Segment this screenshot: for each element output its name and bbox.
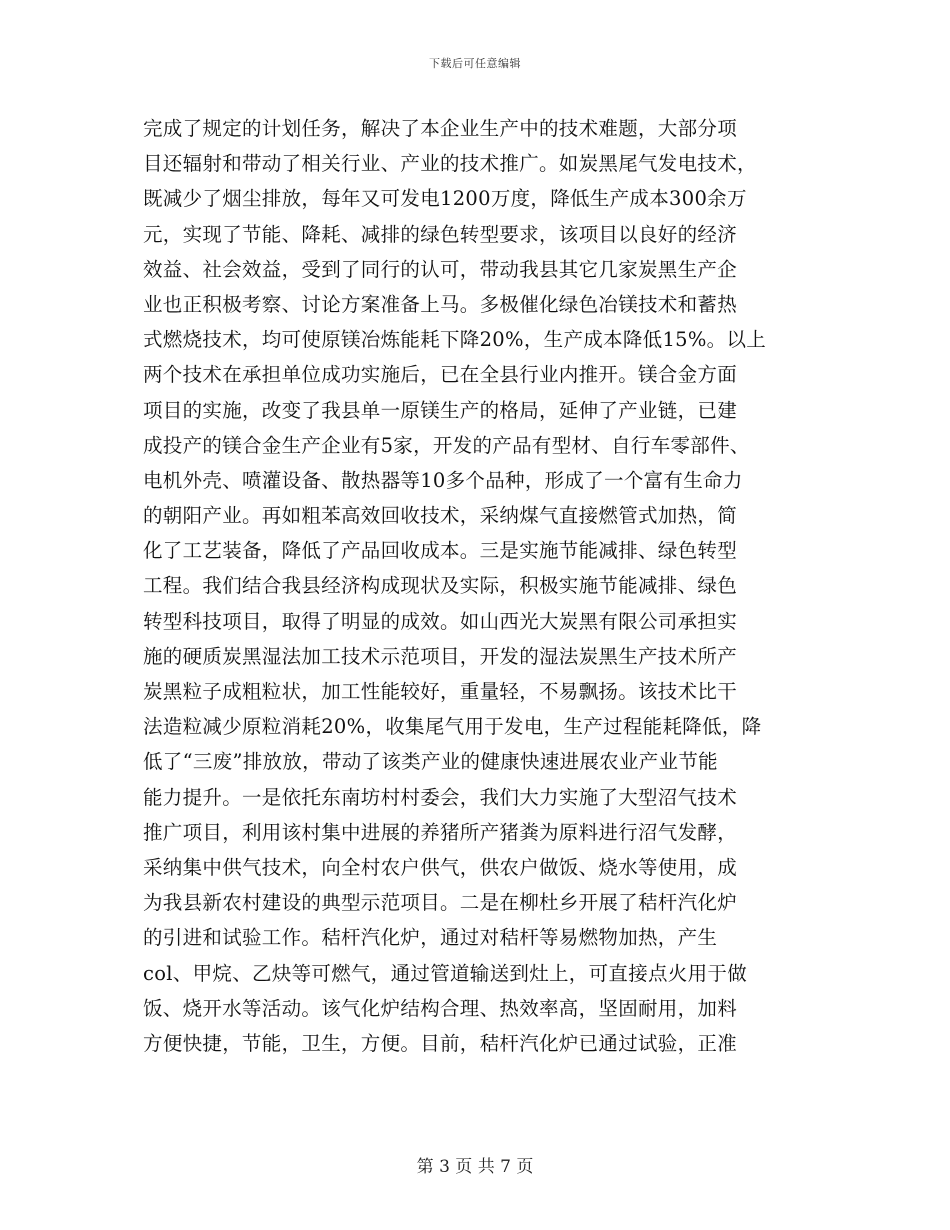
text-line: 元，实现了节能、降耗、减排的绿色转型要求，该项目以良好的经济 — [143, 222, 738, 246]
text-line: 施的硬质炭黑湿法加工技术示范项目，开发的湿法炭黑生产技术所产 — [143, 644, 738, 668]
text-line: 炭黑粒子成粗粒状，加工性能较好，重量轻，不易飘扬。该技术比干 — [143, 680, 738, 703]
text-line: 项目的实施，改变了我县单一原镁生产的格局，延伸了产业链，已建 — [143, 398, 738, 422]
text-line: 成投产的镁合金生产企业有5家，开发的产品有型材、自行车零部件、 — [143, 433, 750, 457]
body-text — [143, 111, 807, 1061]
text-line: 效益、社会效益，受到了同行的认可，带动我县其它几家炭黑生产企 — [143, 257, 738, 281]
page-number: 第 3 页 共 7 页 — [416, 1157, 534, 1177]
text-line: 既减少了烟尘排放，每年又可发电1200万度，降低生产成本300余万 — [143, 187, 747, 211]
text-line: 方便快捷，节能，卫生，方便。目前，秸杆汽化炉已通过试验，正准 — [143, 1031, 738, 1055]
text-line: 法造粒减少原粒消耗20%，收集尾气用于发电，生产过程能耗降低，降 — [143, 715, 762, 739]
text-line: 工程。我们结合我县经济构成现状及实际，积极实施节能减排、绿色 — [143, 574, 738, 598]
text-line: 两个技术在承担单位成功实施后，已在全县行业内推开。镁合金方面 — [143, 363, 738, 387]
text-line: 采纳集中供气技术，向全村农户供气，供农户做饭、烧水等使用，成 — [143, 855, 738, 879]
text-line: 能力提升。一是依托东南坊村村委会，我们大力实施了大型沼气技术 — [143, 785, 738, 809]
text-line: 业也正积极考察、讨论方案准备上马。多极催化绿色冶镁技术和蓄热 — [143, 292, 738, 316]
text-line: 的朝阳产业。再如粗苯高效回收技术，采纳煤气直接燃管式加热，简 — [143, 504, 738, 528]
text-line: 推广项目，利用该村集中进展的养猪所产猪粪为原料进行沼气发酵， — [143, 820, 738, 844]
text-line: 目还辐射和带动了相关行业、产业的技术推广。如炭黑尾气发电技术， — [143, 152, 757, 176]
text-line: 的引进和试验工作。秸杆汽化炉，通过对秸杆等易燃物加热，产生 — [143, 926, 718, 950]
text-line: 完成了规定的计划任务，解决了本企业生产中的技术难题，大部分项 — [143, 117, 738, 140]
text-line: 化了工艺装备，降低了产品回收成本。三是实施节能减排、绿色转型 — [143, 539, 738, 563]
text-line: col、甲烷、乙炔等可燃气，通过管道输送到灶上，可直接点火用于做 — [143, 961, 747, 985]
text-line: 转型科技项目，取得了明显的成效。如山西光大炭黑有限公司承担实 — [143, 609, 738, 633]
page-header: 下载后可任意编辑 — [429, 57, 521, 70]
text-line: 为我县新农村建设的典型示范项目。二是在柳杜乡开展了秸杆汽化炉 — [143, 891, 738, 915]
text-line: 式燃烧技术，均可使原镁冶炼能耗下降20%，生产成本降低15%。以上 — [143, 328, 767, 352]
text-line: 电机外壳、喷灌设备、散热器等10多个品种，形成了一个富有生命力 — [143, 468, 743, 492]
text-line: 低了“三废”排放放，带动了该类产业的健康快速进展农业产业节能 — [143, 750, 718, 774]
text-line: 饭、烧开水等活动。该气化炉结构合理、热效率高，坚固耐用，加料 — [143, 996, 738, 1020]
